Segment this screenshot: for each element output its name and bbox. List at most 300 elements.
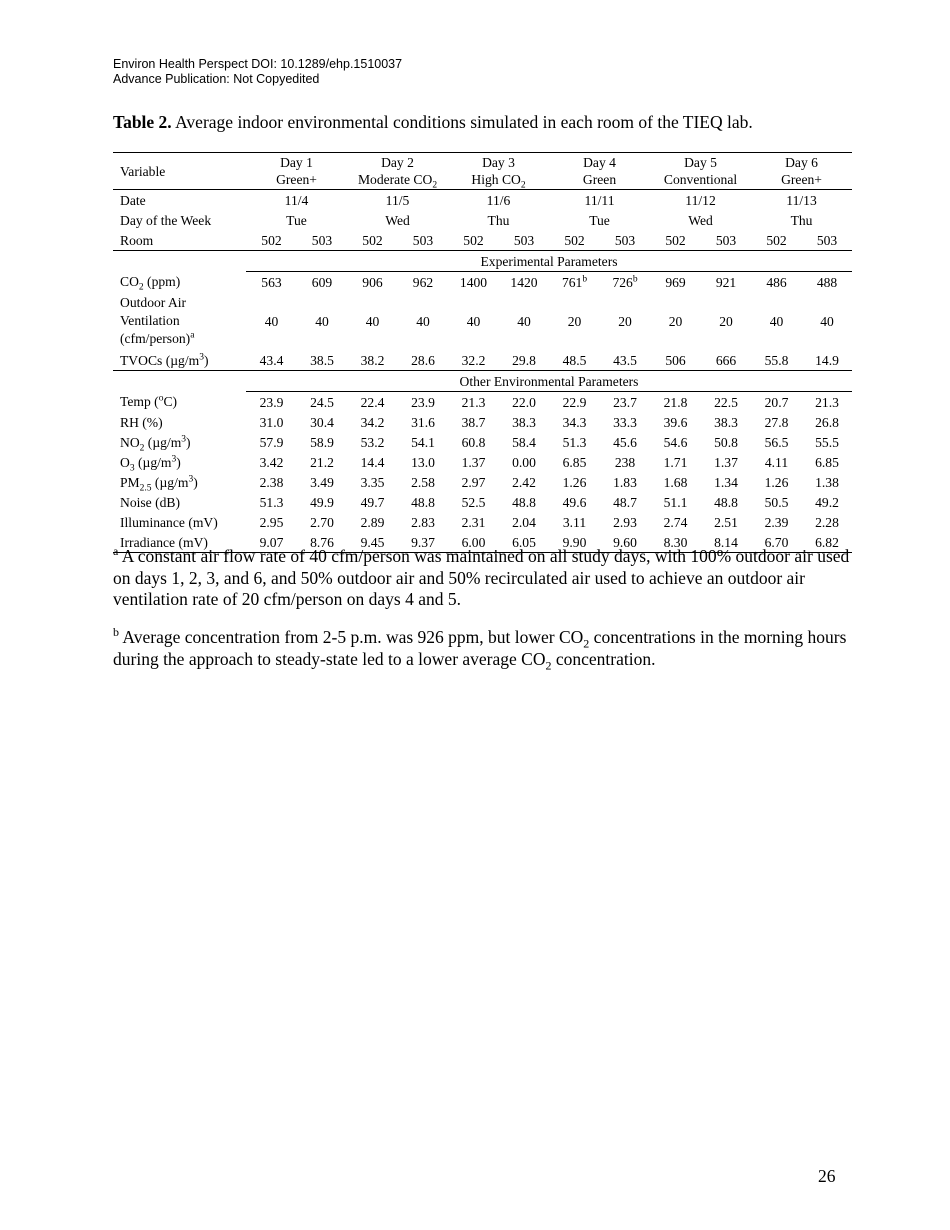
value-cell (246, 392, 297, 413)
section-spacer (113, 251, 246, 272)
value-cell (751, 292, 802, 350)
value-text: 40 (769, 313, 784, 329)
value-cell (802, 350, 852, 371)
room-cell: 503 (701, 230, 751, 251)
value-text: 8.14 (714, 534, 738, 550)
day-header (751, 153, 852, 190)
table-caption (113, 112, 873, 133)
value-text: 609 (311, 274, 333, 290)
value-text: 1.83 (613, 474, 637, 490)
value-cell (650, 492, 701, 512)
footnote-b-mark: b (113, 625, 119, 640)
value-text: 52.5 (461, 494, 486, 510)
value-text: 486 (766, 274, 787, 290)
value-text: 55.8 (764, 352, 789, 368)
value-cell (751, 412, 802, 432)
value-text: 22.5 (714, 394, 738, 410)
value-text: 2.83 (411, 514, 435, 530)
value-text: 43.4 (259, 352, 284, 368)
value-cell (701, 512, 751, 532)
row-label: Illuminance (mV) (120, 514, 218, 530)
value-text: 20.7 (764, 394, 789, 410)
day-condition-text: High CO (471, 172, 521, 187)
day-label: Day 5 (684, 155, 717, 170)
value-cell (600, 272, 650, 293)
weekday-row (113, 210, 852, 230)
footnote-a-text: A constant air flow rate of 40 cfm/person was maintained on all study days, with 100% outdoor air used on days 1, 2, 3, and 6, and 50% outdoor air and 50% recirculated air used to achieve an outdoor air ventilation rate of 20 cfm/person on days 4 and 5. (113, 546, 850, 609)
day-header (246, 153, 347, 190)
journal-doi-line: Environ Health Perspect DOI: 10.1289/ehp.1510037 (113, 57, 403, 71)
value-cell (297, 350, 347, 371)
value-text: 1.34 (714, 474, 738, 490)
value-cell (751, 350, 802, 371)
day-header (347, 153, 448, 190)
no2-row (113, 432, 852, 452)
value-cell (499, 452, 549, 472)
row-label: RH (%) (120, 414, 163, 430)
room-cell: 502 (650, 230, 701, 251)
value-text: 2.70 (310, 514, 334, 530)
value-text: 6.85 (815, 454, 839, 470)
label-text: NO (120, 434, 140, 450)
day-label: Day 2 (381, 155, 414, 170)
value-text: 8.30 (663, 534, 688, 550)
value-cell (600, 392, 650, 413)
value-text: 38.5 (310, 352, 334, 368)
day-header (448, 153, 549, 190)
value-cell (701, 350, 751, 371)
conditions-table (113, 152, 852, 553)
value-text: 2.51 (714, 514, 738, 530)
tvoc-row (113, 350, 852, 371)
label-text: O (120, 454, 130, 470)
value-cell (246, 512, 297, 532)
value-text: 58.4 (512, 434, 536, 450)
value-text: 1400 (459, 274, 488, 290)
day-condition-text: Green (582, 172, 617, 187)
value-footnote-mark: b (582, 273, 588, 284)
value-cell (802, 292, 852, 350)
value-text: 2.97 (461, 474, 486, 490)
value-text: 22.4 (360, 394, 385, 410)
label-sub: 2 (139, 443, 145, 454)
date-cell: 11/12 (685, 192, 716, 208)
value-text: 921 (715, 274, 737, 290)
value-cell (650, 272, 701, 293)
value-cell (802, 432, 852, 452)
value-text: 2.38 (259, 474, 284, 490)
value-cell (802, 412, 852, 432)
section-experimental: Experimental Parameters (246, 251, 852, 272)
value-cell (499, 512, 549, 532)
value-text: 40 (365, 313, 380, 329)
value-cell (751, 512, 802, 532)
value-text: 2.28 (815, 514, 839, 530)
value-cell (246, 492, 297, 512)
value-cell (499, 412, 549, 432)
label-sup: 3 (199, 351, 204, 362)
value-cell (398, 512, 448, 532)
value-text: 2.42 (512, 474, 536, 490)
value-cell (549, 472, 600, 492)
value-cell (448, 392, 499, 413)
weekday-cell: Thu (487, 212, 510, 228)
weekday-cell: Tue (589, 212, 610, 228)
value-text: 962 (412, 274, 434, 290)
caption-text: Average indoor environmental conditions simulated in each room of the TIEQ lab. (171, 112, 753, 132)
label-text: ) (176, 454, 181, 470)
value-cell (549, 432, 600, 452)
footnote-a-mark: a (113, 544, 119, 559)
date-cell: 11/6 (486, 192, 511, 208)
footnote-b (113, 627, 853, 670)
value-cell (600, 292, 650, 350)
value-text: 48.8 (714, 494, 738, 510)
value-text: 34.2 (360, 414, 385, 430)
value-text: 49.2 (815, 494, 839, 510)
label-unit: (ppm) (143, 274, 181, 290)
value-cell (246, 432, 297, 452)
value-text: 2.04 (512, 514, 536, 530)
value-cell (297, 272, 347, 293)
value-text: 506 (665, 352, 686, 368)
room-cell: 503 (398, 230, 448, 251)
value-cell (499, 350, 549, 371)
value-text: 21.3 (815, 394, 839, 410)
value-cell (448, 412, 499, 432)
value-text: 60.8 (461, 434, 486, 450)
running-header (113, 57, 402, 87)
value-cell (347, 452, 398, 472)
value-cell (751, 492, 802, 512)
section-row (113, 251, 852, 272)
value-footnote-mark: b (632, 273, 638, 284)
value-text: 8.76 (310, 534, 334, 550)
value-text: 9.45 (360, 534, 385, 550)
day-condition (347, 171, 448, 191)
label-sup: 3 (171, 453, 177, 464)
value-cell (398, 472, 448, 492)
value-text: 238 (614, 454, 636, 470)
room-cell: 503 (297, 230, 347, 251)
value-text: 49.6 (562, 494, 587, 510)
label-unit: (µg/m (151, 474, 189, 490)
value-text: 43.5 (613, 352, 637, 368)
value-cell (751, 432, 802, 452)
value-text: 2.95 (259, 514, 284, 530)
value-text: 6.05 (512, 534, 536, 550)
row-label: Irradiance (mV) (113, 532, 246, 553)
value-text: 4.11 (764, 454, 789, 470)
value-cell (398, 412, 448, 432)
day-condition-text: Green+ (276, 172, 317, 187)
value-text: 57.9 (259, 434, 284, 450)
outdoor-air-row (113, 292, 852, 350)
value-cell (347, 392, 398, 413)
value-cell (347, 472, 398, 492)
label-unit: (µg/m (134, 454, 172, 470)
value-cell (448, 452, 499, 472)
noise-row (113, 492, 852, 512)
date-cell: 11/13 (786, 192, 817, 208)
value-text: 55.5 (815, 434, 839, 450)
weekday-cell: Tue (286, 212, 307, 228)
weekday-cell: Wed (688, 212, 713, 228)
value-cell (751, 472, 802, 492)
value-cell (600, 350, 650, 371)
label-text: CO (120, 274, 139, 290)
value-cell (499, 432, 549, 452)
value-text: 27.8 (764, 414, 789, 430)
value-cell (448, 272, 499, 293)
footnote-b-sub: 2 (545, 658, 552, 672)
value-cell (701, 392, 751, 413)
value-text: 51.3 (259, 494, 284, 510)
value-text: 563 (261, 274, 282, 290)
value-cell (650, 350, 701, 371)
value-cell (549, 412, 600, 432)
value-cell (398, 452, 448, 472)
value-cell (701, 272, 751, 293)
value-cell (246, 472, 297, 492)
illuminance-row (113, 512, 852, 532)
o3-row (113, 452, 852, 472)
value-text: 2.39 (764, 514, 789, 530)
temp-row (113, 392, 852, 413)
value-cell (448, 492, 499, 512)
value-cell (246, 452, 297, 472)
value-cell (650, 512, 701, 532)
value-cell (398, 492, 448, 512)
value-cell (297, 412, 347, 432)
value-cell (297, 432, 347, 452)
value-text: 1.26 (764, 474, 789, 490)
day-label: Day 1 (280, 155, 313, 170)
value-text: 1.37 (461, 454, 486, 470)
section-other: Other Environmental Parameters (246, 371, 852, 392)
label-text: Temp ( (120, 394, 159, 410)
header-row (113, 153, 852, 190)
value-text: 488 (816, 274, 838, 290)
row-label (113, 472, 246, 492)
table-label: Table 2. (113, 112, 172, 132)
value-text: 28.6 (411, 352, 435, 368)
label-sup: 3 (181, 433, 187, 444)
value-cell (347, 292, 398, 350)
value-text: 33.3 (613, 414, 637, 430)
value-text: 30.4 (310, 414, 334, 430)
value-cell (802, 492, 852, 512)
value-text: 726 (612, 274, 633, 290)
value-text: 48.7 (613, 494, 637, 510)
value-cell (297, 472, 347, 492)
date-cell: 11/4 (284, 192, 309, 208)
value-text: 49.9 (310, 494, 334, 510)
value-cell (297, 452, 347, 472)
row-label: Day of the Week (120, 212, 212, 228)
day-header (650, 153, 751, 190)
value-text: 21.8 (663, 394, 688, 410)
value-cell (448, 512, 499, 532)
value-text: 2.74 (663, 514, 688, 530)
value-cell (297, 492, 347, 512)
value-text: 50.5 (764, 494, 789, 510)
day-label: Day 4 (583, 155, 616, 170)
value-text: 26.8 (815, 414, 839, 430)
value-text: 29.8 (512, 352, 536, 368)
label-text: ) (203, 352, 209, 368)
value-cell (549, 492, 600, 512)
label-text: C) (163, 394, 178, 410)
date-row (113, 190, 852, 211)
value-text: 3.49 (310, 474, 334, 490)
value-cell (499, 272, 549, 293)
value-cell (347, 412, 398, 432)
row-label: Date (120, 192, 146, 208)
value-text: 666 (715, 352, 737, 368)
room-cell: 503 (499, 230, 549, 251)
value-cell (650, 392, 701, 413)
day-condition-text: Conventional (663, 172, 738, 187)
value-text: 1420 (510, 274, 538, 290)
value-text: 50.8 (714, 434, 738, 450)
variable-header: Variable (113, 153, 246, 190)
value-cell (701, 452, 751, 472)
value-cell (398, 272, 448, 293)
value-cell (246, 350, 297, 371)
value-cell (600, 512, 650, 532)
room-cell: 503 (600, 230, 650, 251)
room-cell: 502 (246, 230, 297, 251)
value-cell (297, 292, 347, 350)
label-sup: o (158, 393, 164, 404)
value-text: 6.00 (461, 534, 486, 550)
label-sub: 2 (138, 282, 144, 293)
value-cell (448, 432, 499, 452)
value-text: 39.6 (663, 414, 688, 430)
value-text: 6.82 (815, 534, 839, 550)
value-cell (448, 350, 499, 371)
value-text: 13.0 (411, 454, 435, 470)
value-cell (600, 492, 650, 512)
value-cell (751, 452, 802, 472)
value-text: 3.42 (259, 454, 284, 470)
value-cell (600, 472, 650, 492)
value-cell (347, 432, 398, 452)
row-label (113, 392, 246, 413)
co2-row (113, 272, 852, 293)
value-text: 31.0 (259, 414, 284, 430)
publication-status-line: Advance Publication: Not Copyedited (113, 72, 320, 86)
value-text: 14.4 (360, 454, 385, 470)
day-label: Day 6 (785, 155, 818, 170)
row-label (113, 272, 246, 293)
value-text: 9.07 (259, 534, 284, 550)
value-cell (499, 292, 549, 350)
value-cell (802, 472, 852, 492)
value-text: 0.00 (512, 454, 536, 470)
value-cell (398, 350, 448, 371)
value-text: 24.5 (310, 394, 334, 410)
value-text: 23.9 (411, 394, 435, 410)
label-text: Ventilation (120, 313, 180, 328)
value-text: 21.3 (461, 394, 486, 410)
value-text: 761 (561, 274, 583, 290)
value-text: 906 (362, 274, 383, 290)
section-spacer (113, 371, 246, 392)
value-cell (549, 350, 600, 371)
label-sub: 3 (129, 463, 135, 474)
row-label: Noise (dB) (120, 494, 181, 510)
pm25-row (113, 472, 852, 492)
row-label (113, 452, 246, 472)
value-cell (600, 452, 650, 472)
value-cell (499, 472, 549, 492)
row-label: Room (113, 230, 246, 251)
value-text: 3.11 (562, 514, 587, 530)
value-text: 2.93 (613, 514, 637, 530)
value-text: 21.2 (310, 454, 334, 470)
value-text: 1.68 (663, 474, 688, 490)
value-text: 1.37 (714, 454, 738, 470)
value-text: 48.5 (562, 352, 587, 368)
label-sub: 2.5 (139, 483, 152, 494)
value-text: 51.1 (663, 494, 688, 510)
value-text: 23.7 (613, 394, 637, 410)
value-text: 1.38 (815, 474, 839, 490)
day-header (549, 153, 650, 190)
label-text: ) (193, 474, 198, 490)
value-cell (398, 432, 448, 452)
day-condition-sub: 2 (432, 180, 438, 191)
value-text: 31.6 (411, 414, 435, 430)
value-cell (297, 392, 347, 413)
value-cell (549, 292, 600, 350)
value-text: 14.9 (815, 352, 839, 368)
value-cell (650, 472, 701, 492)
day-condition-sub: 2 (520, 180, 526, 191)
value-text: 58.9 (310, 434, 334, 450)
label-text: (cfm/person) (120, 331, 191, 346)
value-text: 2.58 (411, 474, 435, 490)
date-cell: 11/11 (584, 192, 615, 208)
day-condition (448, 171, 549, 191)
row-label (113, 432, 246, 452)
value-text: 49.7 (360, 494, 385, 510)
room-row (113, 230, 852, 251)
value-cell (600, 432, 650, 452)
value-text: 9.37 (411, 534, 435, 550)
room-cell: 502 (549, 230, 600, 251)
value-cell (701, 292, 751, 350)
value-text: 1.71 (663, 454, 688, 470)
value-cell (701, 412, 751, 432)
value-text: 38.3 (512, 414, 536, 430)
value-text: 20 (567, 313, 582, 329)
day-condition-text: Green+ (781, 172, 822, 187)
weekday-cell: Wed (385, 212, 410, 228)
label-sup: 3 (188, 473, 194, 484)
day-condition (650, 171, 751, 188)
value-text: 38.2 (360, 352, 385, 368)
value-text: 20 (719, 313, 733, 329)
weekday-cell: Thu (790, 212, 813, 228)
value-text: 9.60 (613, 534, 637, 550)
section-row (113, 371, 852, 392)
value-cell (246, 272, 297, 293)
value-text: 969 (665, 274, 686, 290)
value-text: 40 (517, 313, 531, 329)
